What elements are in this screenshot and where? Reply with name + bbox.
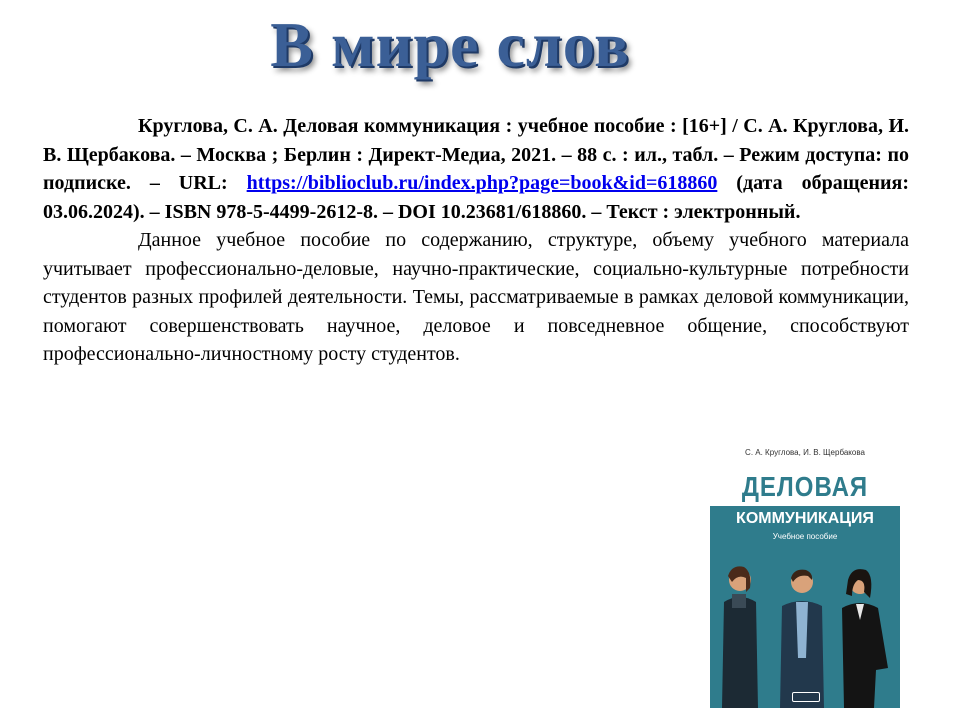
- book-cover-image: [710, 428, 900, 708]
- man-center-figure: [780, 570, 824, 708]
- publisher-logo: [792, 692, 820, 702]
- citation-text-before-link: Круглова, С. А. Деловая коммуникация : учебное пособие : [16+] / С. А. Круглова, И. В. Щербакова. – Москва ; Берлин : Директ-Медиа, 2021. – 88 с. : ил., табл. – Режим доступа: по подписке. – URL:: [43, 115, 909, 194]
- cover-title-line1: ДЕЛОВАЯ: [741, 471, 869, 503]
- cover-subtitle: Учебное пособие: [772, 532, 838, 541]
- citation-text-after-link: (дата обращения: 03.06.2024). – ISBN 978-5-4499-2612-8. – DOI 10.23681/618860. – Текст : электронный.: [43, 172, 909, 223]
- slide-title: В мире слов: [270, 9, 630, 80]
- cover-authors: С. А. Круглова, И. В. Щербакова: [745, 448, 865, 457]
- text-block: [43, 112, 909, 369]
- book-annotation: Данное учебное пособие по содержанию, структуре, объему учебного материала учитывает профессионально-деловые, научно-практические, социально-культурные потребности студентов разных профилей деятельности. Темы, рассматриваемые в рамках деловой коммуникации, помогают совершенствовать научное, деловое и повседневное общение, способствуют профессионально-личностному росту студентов.: [43, 229, 909, 365]
- woman-right-figure: [842, 569, 888, 708]
- people-illustration: [710, 558, 900, 708]
- citation-link[interactable]: https://biblioclub.ru/index.php?page=book&id=618860: [246, 172, 718, 194]
- cover-title-line2: КОММУНИКАЦИЯ: [736, 510, 874, 527]
- woman-left-figure: [722, 566, 758, 708]
- bibliographic-citation: [43, 112, 909, 226]
